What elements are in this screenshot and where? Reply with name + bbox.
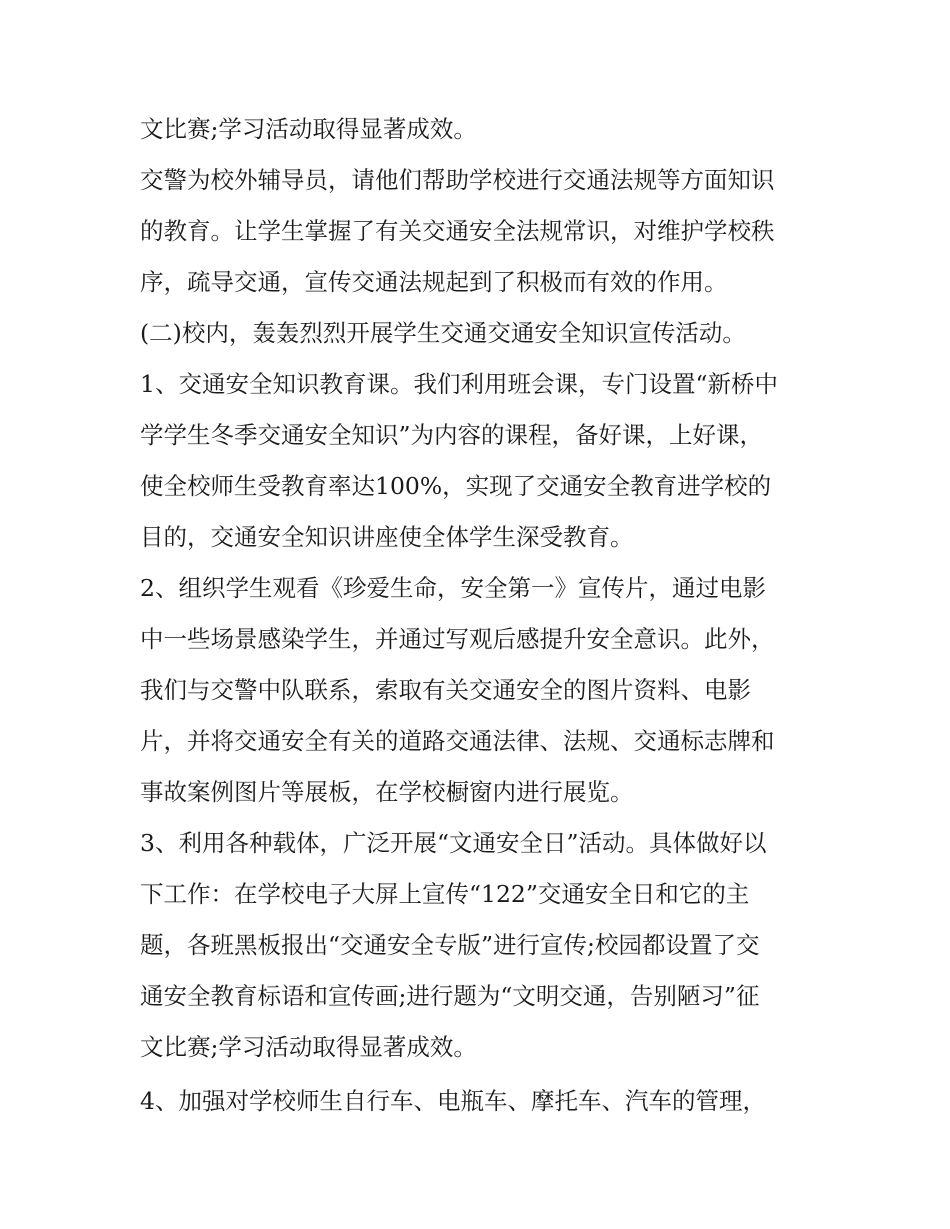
text-line: 4、加强对学校师生自行车、电瓶车、摩托车、汽车的管理， [140, 1087, 766, 1115]
text-line: 交警为校外辅导员，请他们帮助学校进行交通法规等方面知识 [140, 166, 775, 194]
text-line: 片，并将交通安全有关的道路交通法律、法规、交通标志牌和 [140, 727, 775, 755]
text-line: 3、利用各种载体，广泛开展“文通安全日”活动。具体做好以 [140, 829, 767, 857]
text-line: 题，各班黑板报出“交通安全专版”进行宣传;校园都设置了交 [140, 931, 760, 959]
text-line: (二)校内，轰轰烈烈开展学生交通交通安全知识宣传活动。 [140, 319, 746, 347]
text-line: 通安全教育标语和宣传画;进行题为“文明交通，告别陋习”征 [140, 982, 760, 1010]
text-line: 事故案例图片等展板，在学校橱窗内进行展览。 [140, 778, 634, 806]
text-line: 2、组织学生观看《珍爱生命，安全第一》宣传片，通过电影 [140, 574, 766, 602]
text-line: 1、交通安全知识教育课。我们利用班会课，专门设置“新桥中 [140, 370, 778, 398]
text-line: 我们与交警中队联系，索取有关交通安全的图片资料、电影 [140, 676, 751, 704]
body-text [140, 104, 830, 1127]
text-line: 目的，交通安全知识讲座使全体学生深受教育。 [140, 523, 634, 551]
text-line: 序，疏导交通，宣传交通法规起到了积极而有效的作用。 [140, 268, 728, 296]
text-line: 文比赛;学习活动取得显著成效。 [140, 115, 477, 143]
text-line: 文比赛;学习活动取得显著成效。 [140, 1033, 477, 1061]
text-line: 的教育。让学生掌握了有关交通安全法规常识，对维护学校秩 [140, 217, 775, 245]
text-line: 使全校师生受教育率达100%，实现了交通安全教育进学校的 [140, 472, 772, 500]
text-line: 学学生冬季交通安全知识”为内容的课程，备好课，上好课， [140, 421, 764, 449]
text-line: 下工作：在学校电子大屏上宣传“122”交通安全日和它的主 [140, 880, 750, 908]
text-line: 中一些场景感染学生，并通过写观后感提升安全意识。此外， [140, 625, 775, 653]
